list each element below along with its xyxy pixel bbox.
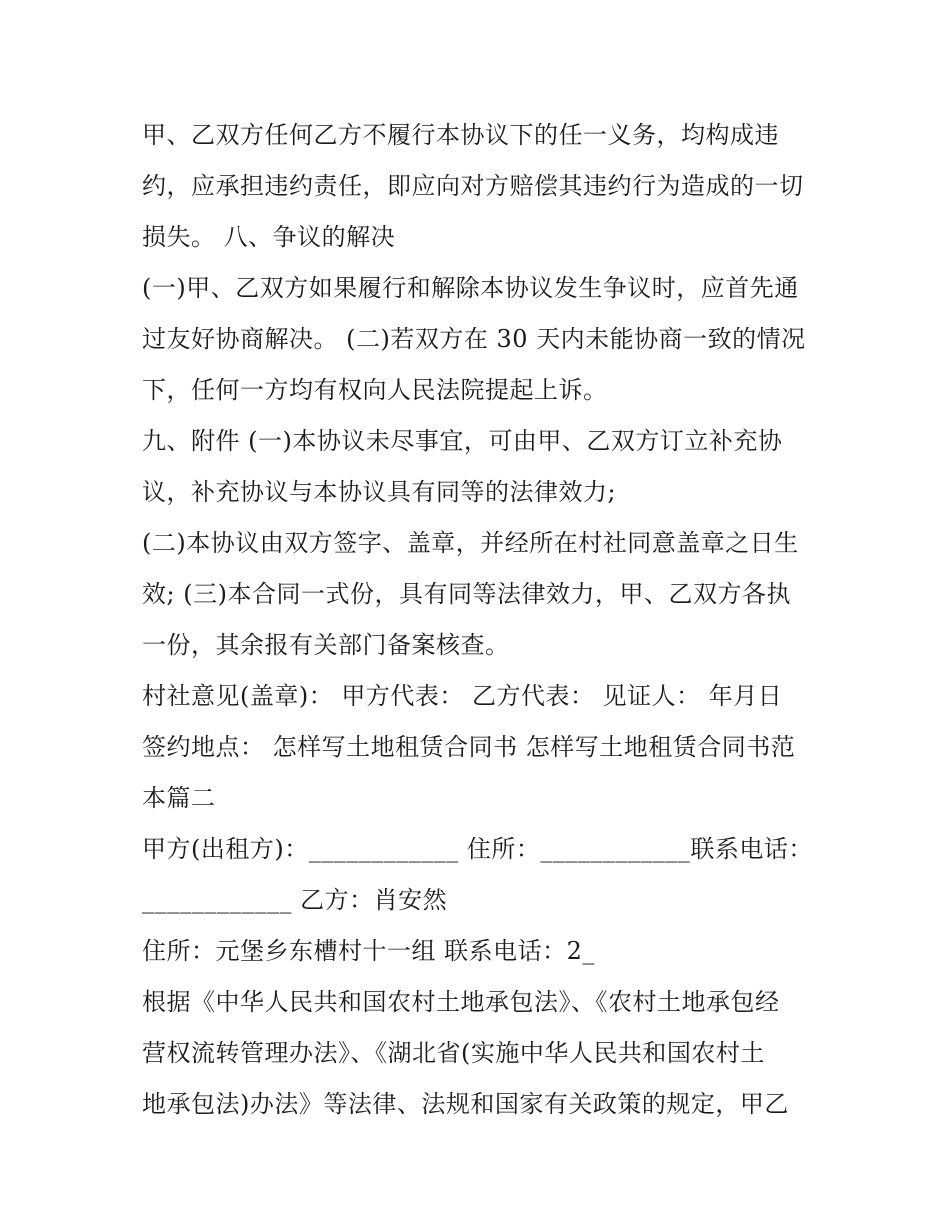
text-line: 一份，其余报有关部门备案核查。 [142,631,510,659]
document-body [142,110,822,1130]
text-line: 地承包法)办法》等法律、法规和国家有关政策的规定，甲乙 [142,1090,789,1118]
text-line: 效; (三)本合同一式份，具有同等法律效力，甲、乙双方各执 [142,580,791,608]
text-line: 甲、乙双方任何乙方不履行本协议下的任一义务，均构成违 [142,121,779,149]
text-line: (二)本协议由双方签字、盖章，并经所在村社同意盖章之日生 [142,529,799,557]
text-line: 本篇二 [142,784,216,812]
text-line: 约，应承担违约责任，即应向对方赔偿其违约行为造成的一切 [142,172,804,200]
text-line: 根据《中华人民共和国农村土地承包法》、《农村土地承包经 [142,988,780,1016]
text-line: 营权流转管理办法》、《湖北省(实施中华人民共和国农村土 [142,1039,765,1067]
text-line: 九、附件 (一)本协议未尽事宜，可由甲、乙双方订立补充协 [142,427,783,455]
text-line: 甲方(出租方)：____________ 住所：____________联系电话： [142,835,813,863]
text-line: 下，任何一方均有权向人民法院提起上诉。 [142,376,608,404]
text-line: 签约地点： 怎样写土地租赁合同书 怎样写土地租赁合同书范 [142,733,796,761]
text-line: 村社意见(盖章)： 甲方代表： 乙方代表： 见证人： 年月日 [142,682,783,710]
text-line: 住所：元堡乡东槽村十一组 联系电话：2_ [142,937,595,965]
text-line: 过友好协商解决。 (二)若双方在 30 天内未能协商一致的情况 [142,325,806,353]
text-line: 议，补充协议与本协议具有同等的法律效力; [142,478,617,506]
text-line: 损失。 八、争议的解决 [142,223,396,251]
text-line: (一)甲、乙双方如果履行和解除本协议发生争议时，应首先通 [142,274,799,302]
text-line: ____________ 乙方：肖安然 [142,886,448,914]
